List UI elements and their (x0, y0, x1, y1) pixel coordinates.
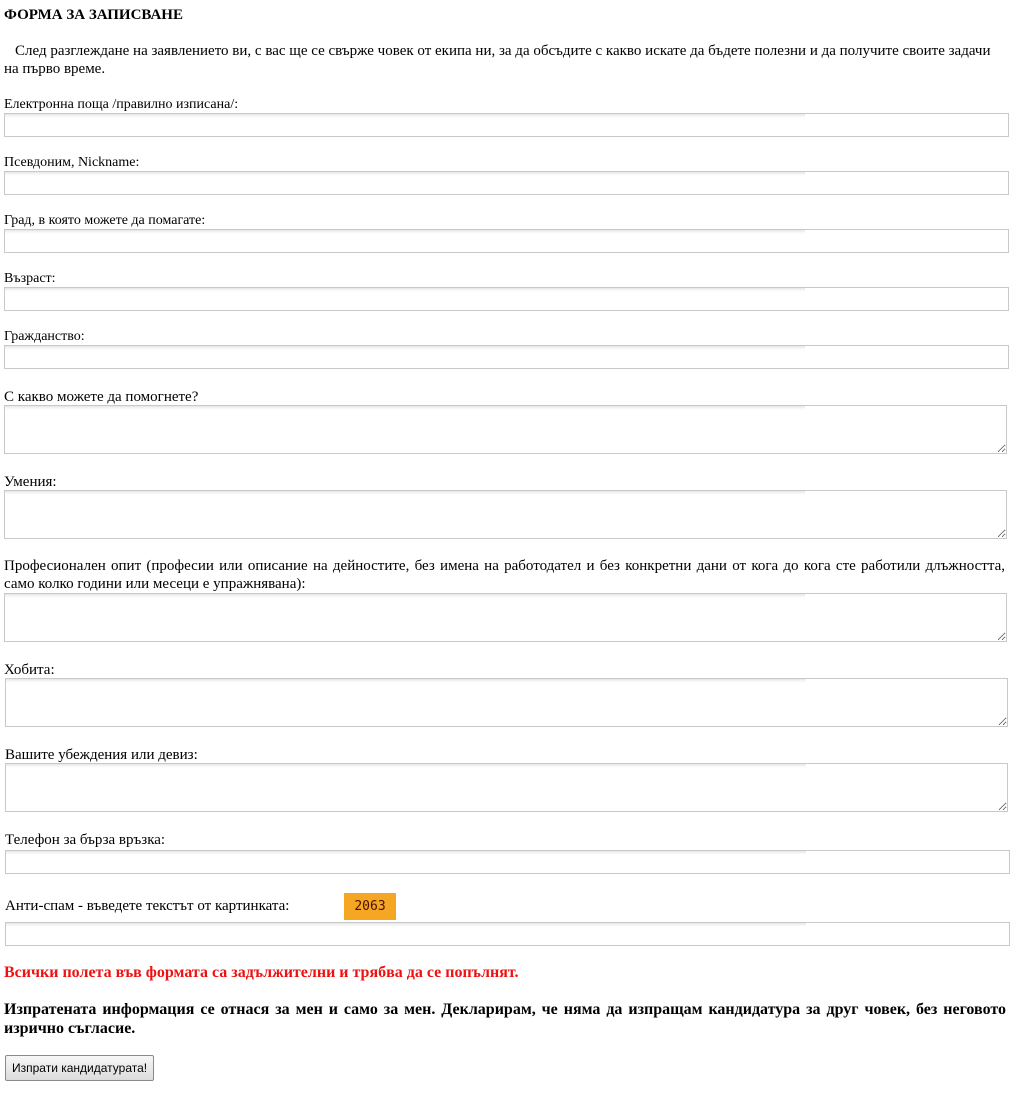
hobbies-textarea[interactable] (5, 678, 1008, 727)
experience-textarea[interactable] (4, 593, 1007, 642)
hobbies-label: Хобита: (4, 662, 55, 678)
submit-application-button[interactable]: Изпрати кандидатурата! (5, 1055, 154, 1081)
skills-label: Умения: (4, 474, 57, 490)
antispam-label: Анти-спам - въведете текстът от картинката: (5, 898, 290, 914)
beliefs-label: Вашите убеждения или девиз: (5, 747, 198, 763)
phone-label: Телефон за бърза връзка: (5, 832, 166, 848)
email-label: Електронна поща /правилно изписана/: (4, 97, 239, 112)
email-input[interactable] (4, 113, 1009, 137)
beliefs-textarea[interactable] (5, 763, 1008, 812)
citizenship-label: Гражданство: (4, 329, 85, 344)
required-fields-note: Всички полета във формата са задължителни и трябва да се попълнят. (4, 964, 519, 981)
intro-text: След разглеждане на заявлението ви, с вас ще се свърже човек от екипа ни, за да обсъдите с какво искате да бъдете полезни и да получите своите задачи на първо време. (4, 43, 991, 77)
age-input[interactable] (4, 287, 1009, 311)
city-input[interactable] (4, 229, 1009, 253)
citizenship-input[interactable] (4, 345, 1009, 369)
antispam-input[interactable] (5, 922, 1010, 946)
nickname-label: Псевдоним, Nickname: (4, 155, 140, 170)
captcha-image: 2063 (344, 893, 396, 920)
help-textarea[interactable] (4, 405, 1007, 454)
experience-label: Професионален опит (професии или описание на дейностите, без имена на работодател и без конкретни дани от кога до кога сте работили длъжността, само колко години или месеци е упражнявана): (4, 558, 1005, 592)
form-title: ФОРМА ЗА ЗАПИСВАНЕ (4, 7, 183, 23)
skills-textarea[interactable] (4, 490, 1007, 539)
help-label: С какво можете да помогнете? (4, 389, 199, 405)
city-label: Град, в която можете да помагате: (4, 213, 206, 228)
age-label: Възраст: (4, 271, 56, 286)
declaration-text: Изпратената информация се отнася за мен и само за мен. Декларирам, че няма да изпращам кандидатура за друг човек, без неговото изрично съгласие. (4, 1001, 1006, 1037)
phone-input[interactable] (5, 850, 1010, 874)
nickname-input[interactable] (4, 171, 1009, 195)
